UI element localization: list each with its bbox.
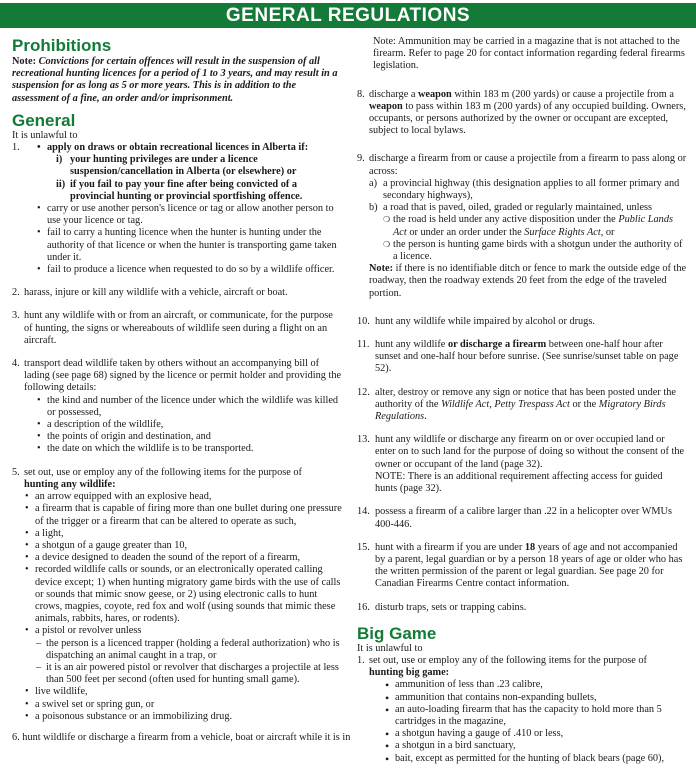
list-item: • the date on which the wildlife is to be transported.	[36, 443, 342, 455]
left-column	[12, 36, 351, 744]
section-banner: GENERAL REGULATIONS	[0, 3, 696, 28]
list-item: • carry or use another person's licence or tag or allow another person to use your licence or tag.	[36, 203, 342, 227]
note-text: Convictions for certain offences will result in the suspension of all recreational hunting licences for a period of 1 to 3 years, and may result in a suspension for as long as 5 or more years. This is in addition to the assessment of a fine, an order and/or imprisonment.	[12, 56, 338, 104]
general-item-15: 15. hunt with a firearm if you are under 18 years of age and not accompanied by a parent, legal guardian or by a person 18 years of age or older who has the written permission of the parent or legal guardian. See page 20 for Canadian Firearms Centre contact information.	[357, 541, 683, 590]
item-13-note: NOTE: There is an additional requirement affecting access for guided hunts (page 32).	[375, 470, 663, 495]
list-item: • fail to carry a hunting licence when the hunter is hunting under the authority of that licence or when the hunter is transporting game taken under it.	[36, 227, 342, 264]
big-game-item-1: 1. set out, use or employ any of the following items for the purpose of hunting big game: • ammunition of less than .23 calibre, • ammunition that contains non-expanding bullets, • an auto-loading firearm that has the capacity to hold more than 5 cartridges in the magazine, • a shotgun having a gauge of .410 or less, • a shotgun in a bird sanctuary, • bait, except as permitted for the hunting of black bears (page 60),	[357, 655, 687, 765]
list-item: • a poisonous substance or an immobilizing drug.	[24, 711, 342, 723]
list-item: • a swivel set or spring gun, or	[24, 699, 342, 711]
general-item-11: 11. hunt any wildlife or discharge a firearm between one-half hour after sunset and one-half hour before sunrise. (See sunrise/sunset table on page 52).	[357, 339, 679, 375]
list-item: ii) if you fail to pay your fine after being convicted of a provincial hunting or provincial sportfishing offence.	[56, 178, 303, 202]
item-number: 1.	[357, 654, 365, 666]
prohibitions-heading: Prohibitions	[12, 36, 112, 55]
ammunition-note: Note: Ammunition may be carried in a magazine that is not attached to the firearm. Refer to page 20 for contact information regarding federal firearms legislation.	[373, 36, 685, 72]
item-number: 12.	[357, 386, 370, 398]
list-item: a) a provincial highway (this designation applies to all former primary and secondary highways),	[369, 177, 680, 202]
list-item: • ammunition of less than .23 calibre,	[383, 679, 687, 691]
list-item: • ammunition that contains non-expanding bullets,	[383, 692, 687, 704]
list-item: • live wildlife,	[24, 686, 342, 698]
general-item-13: 13. hunt any wildlife or discharge any firearm on or over occupied land or enter on to such land for the purpose of doing so without the consent of the owner or occupant of the land (page 32). NOTE: There is an additional requirement affecting access for guided hunts (page 32).	[357, 434, 687, 495]
general-item-4: 4. transport dead wildlife taken by others without an accompanying bill of lading (see page 68) signed by the licence or permit holder and providing the following details: • the kind and number of the licence under which the wildlife was killed or possessed, • a description of the wildlife, • the points of origin and destination, and • the date on which the wildlife is to be transported.	[12, 358, 342, 456]
list-item: ❍ the road is held under any active disposition under the Public Lands Act or under an order under the Surface Rights Act, or	[383, 214, 687, 238]
general-item-6-cut: 6. hunt wildlife or discharge a firearm from a vehicle, boat or aircraft while it is in	[12, 731, 351, 743]
list-item: • an auto-loading firearm that has the capacity to hold more than 5 cartridges in the magazine,	[383, 704, 687, 728]
list-item: • a shotgun having a gauge of .410 or less,	[383, 728, 687, 740]
item-number: 10.	[357, 315, 370, 327]
general-item-9: 9. discharge a firearm from or cause a projectile from a firearm to pass along or across: a) a provincial highway (this designation applies to all former primary and secondary highways), b) a road that is paved, oiled, graded or regularly maintained, unless ❍ the road is held under any active disposition under the Public Lands Act or under an order under the Surface Rights Act, or ❍ the person is hunting game birds with a shotgun under the authority of a licence. Note: if there is no identifiable ditch or fence to mark the outside edge of the roadway, then the roadway extends 20 feet from the edge of the traveled portion.	[357, 153, 687, 299]
big-game-intro: It is unlawful to	[357, 642, 423, 654]
note-label: Note:	[12, 56, 37, 67]
list-item: b) a road that is paved, oiled, graded or regularly maintained, unless	[369, 202, 653, 214]
prohibitions-note	[12, 56, 342, 105]
list-item: • a light,	[24, 528, 342, 540]
item-number: 15.	[357, 541, 370, 553]
general-item-2: 2. harass, injure or kill any wildlife with a vehicle, aircraft or boat.	[12, 287, 288, 299]
list-item: – the person is a licenced trapper (holding a federal authorization) who is dispatching an animal caught in a trap, or	[36, 638, 342, 662]
list-item: • the points of origin and destination, and	[36, 431, 342, 443]
right-column	[357, 36, 687, 765]
item-number: 8.	[357, 88, 365, 100]
list-item: • recorded wildlife calls or sounds, or an electronically operated calling device except; 1) when hunting migratory game birds with the use of calls or sounds that mimic snow geese, or 2) using electronic calls to hunt crows, magpies, coyote, red fox and wolf (using sounds that mimic these animals, rabbits, hares, or rodents).	[24, 564, 342, 625]
general-item-3: 3. hunt any wildlife with or from an aircraft, or communicate, for the purpose of hunting, the signs or whereabouts of wildlife seen during a flight on an aircraft.	[12, 310, 333, 346]
item-9-note: Note: if there is no identifiable ditch or fence to mark the outside edge of the roadway, then the roadway extends 20 feet from the edge of the traveled portion.	[369, 263, 687, 299]
general-item-16: 16. disturb traps, sets or trapping cabins.	[357, 601, 527, 613]
general-item-8: 8. discharge a weapon within 183 m (200 yards) or cause a projectile from a weapon to pass within 183 m (200 yards) of any occupied building. Owners, occupants, or persons authorized by the owner or occupant are excepted, subject to local bylaws.	[357, 88, 686, 137]
list-item: • an arrow equipped with an explosive head,	[24, 491, 342, 503]
item-number: 14.	[357, 506, 370, 518]
big-game-heading: Big Game	[357, 623, 437, 643]
list-item: • a shotgun of a gauge greater than 10,	[24, 540, 342, 552]
item-number: 5.	[12, 466, 20, 478]
item-number: 2.	[12, 287, 20, 299]
list-item: • a description of the wildlife,	[36, 419, 342, 431]
general-intro: It is unlawful to	[12, 129, 78, 141]
item-number: 3.	[12, 310, 20, 322]
general-item-5: 5. set out, use or employ any of the following items for the purpose of hunting any wildlife: • an arrow equipped with an explosive head, • a firearm that is capable of firing more than one bullet during one pressure of the trigger or a firearm that can be altered to operate as such, • a light, • a shotgun of a gauge greater than 10, • a device designed to deaden the sound of the report of a firearm, • recorded wildlife calls or sounds, or an electronically operated calling device except; 1) when hunting migratory game birds with the use of calls or sounds that mimic snow geese, or 2) using electronic calls to hunt crows, magpies, coyote, red fox and wolf (using sounds that mimic these animals, rabbits, hares, or rodents). • a pistol or revolver unless – the person is a licenced trapper (holding a federal authorization) who is dispatching an animal caught in a trap, or – it is an air powered pistol or revolver that discharges a projectile at less than 500 feet per second (often used for hunting small game). • live wildlife, • a swivel set or spring gun, or • a poisonous substance or an immobilizing drug.	[12, 467, 342, 723]
general-item-12: 12. alter, destroy or remove any sign or notice that has been posted under the authority of the Wildlife Act, Petty Trespass Act or the Migratory Birds Regulations.	[357, 386, 676, 423]
list-item: i) your hunting privileges are under a licence suspension/cancellation in Alberta (or elsewhere) or	[56, 154, 297, 178]
item-number: 16.	[357, 601, 370, 613]
list-item: ❍ the person is hunting game birds with a shotgun under the authority of a licence.	[383, 239, 687, 263]
weapon-term: weapon	[369, 100, 403, 112]
list-item: • fail to produce a licence when requested to do so by a wildlife officer.	[36, 264, 342, 276]
item-number: 1.	[12, 142, 20, 154]
list-item: • a pistol or revolver unless	[24, 625, 342, 637]
general-item-10: 10. hunt any wildlife while impaired by alcohol or drugs.	[357, 315, 595, 327]
list-item: • a firearm that is capable of firing more than one bullet during one pressure of the trigger or a firearm that can be altered to operate as such,	[24, 503, 342, 527]
item-number: 9.	[357, 153, 365, 165]
list-item: • apply on draws or obtain recreational licences in Alberta if:	[36, 142, 342, 154]
general-heading: General	[12, 110, 76, 130]
list-item: • a shotgun in a bird sanctuary,	[383, 740, 687, 752]
general-item-14: 14. possess a firearm of a calibre larger than .22 in a helicopter over WMUs 400-446.	[357, 506, 672, 530]
item-5-bold-lead: hunting any wildlife:	[24, 478, 116, 490]
big-game-bold-lead: hunting big game:	[369, 667, 450, 679]
item-number: 11.	[357, 339, 370, 351]
list-item: • bait, except as permitted for the hunting of black bears (page 60),	[383, 753, 687, 765]
list-item: • the kind and number of the licence under which the wildlife was killed or possessed,	[36, 395, 342, 419]
item-number: 4.	[12, 358, 20, 370]
list-item: – it is an air powered pistol or revolver that discharges a projectile at less than 500 feet per second (often used for hunting small game).	[36, 662, 342, 686]
general-item-1	[12, 142, 342, 276]
list-item: • a device designed to deaden the sound of the report of a firearm,	[24, 552, 342, 564]
item-number: 13.	[357, 434, 370, 446]
weapon-term: weapon	[418, 88, 452, 100]
